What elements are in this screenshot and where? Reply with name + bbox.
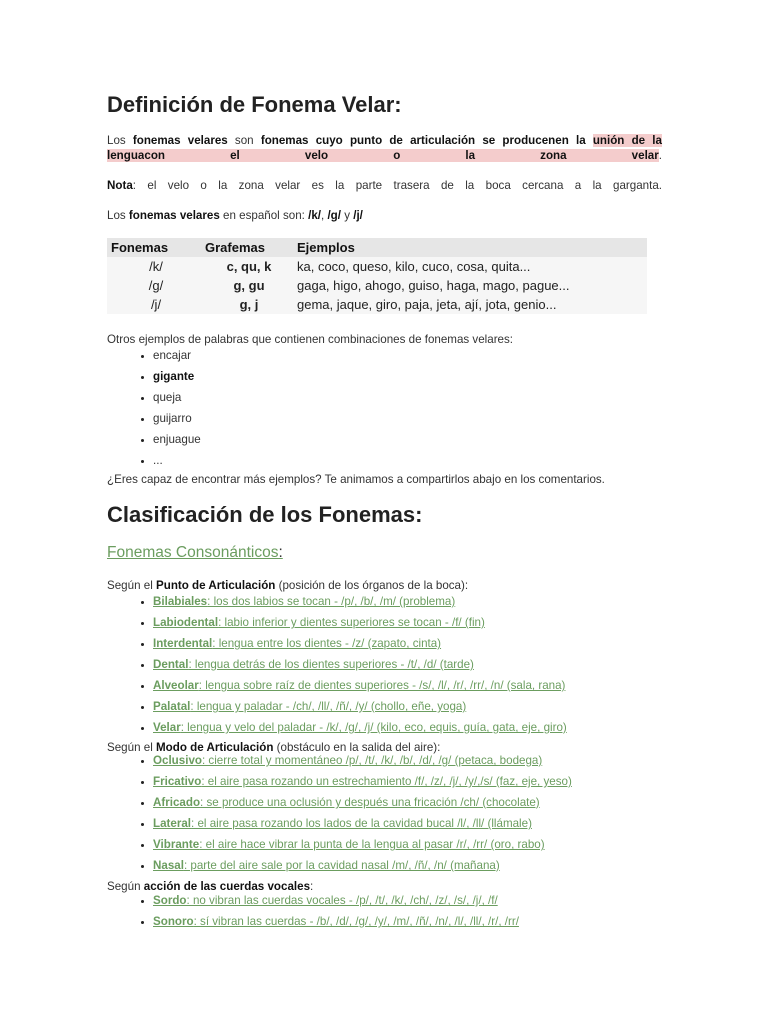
fonemas-table xyxy=(107,238,647,314)
table-header: Grafemas xyxy=(201,238,293,257)
list-item[interactable]: • Alveolar: lengua sobre raíz de dientes superiores - /s/, /l/, /r/, /rr/, /n/ (sala, rana) xyxy=(153,675,567,696)
list-item[interactable]: • Nasal: parte del aire sale por la cavidad nasal /m/, /ñ/, /n/ (mañana) xyxy=(153,855,572,876)
punto-intro: Según el Punto de Articulación (posición de los órganos de la boca): xyxy=(107,579,469,592)
table-header: Ejemplos xyxy=(293,238,647,257)
section-title-clasificacion: Clasificación de los Fonemas: xyxy=(107,502,423,527)
otros-paragraph: Otros ejemplos de palabras que contienen combinaciones de fonemas velares: xyxy=(107,333,514,346)
list-item[interactable]: • Labiodental: labio inferior y dientes superiores se tocan - /f/ (fin) xyxy=(153,612,567,633)
table-row: /j/ g, j gema, jaque, giro, paja, jeta, ají, jota, genio... xyxy=(107,295,647,314)
intro-paragraph: Los fonemas velares son fonemas cuyo punto de articulación se producenen la unión de la lenguacon el velo o la zona velar. xyxy=(107,134,662,162)
list-item: • queja xyxy=(153,387,201,408)
list-item: • gigante xyxy=(153,366,201,387)
cuerdas-intro: Según acción de las cuerdas vocales: xyxy=(107,880,314,893)
list-item[interactable]: • Sonoro: sí vibran las cuerdas - /b/, /d/, /g/, /y/, /m/, /ñ/, /n/, /l/, /ll/, /r/, /rr/ xyxy=(153,911,519,932)
espanol-paragraph: Los fonemas velares en español son: /k/, /g/ y /j/ xyxy=(107,209,363,222)
modo-list xyxy=(107,750,572,876)
table-row: /g/ g, gu gaga, higo, ahogo, guiso, haga, mago, pague... xyxy=(107,276,647,295)
list-item[interactable]: • Oclusivo: cierre total y momentáneo /p/, /t/, /k/, /b/, /d/, /g/ (petaca, bodega) xyxy=(153,750,572,771)
list-item: • enjuague xyxy=(153,429,201,450)
list-item[interactable]: • Fricativo: el aire pasa rozando un estrechamiento /f/, /z/, /j/, /y/,/s/ (faz, eje, yeso) xyxy=(153,771,572,792)
modo-intro: Según el Modo de Articulación (obstáculo en la salida del aire): xyxy=(107,741,441,754)
nota-paragraph: Nota: el velo o la zona velar es la parte trasera de la boca cercana a la garganta. xyxy=(107,179,662,192)
list-item: • encajar xyxy=(153,345,201,366)
list-item: • ... xyxy=(153,450,201,471)
list-item[interactable]: • Dental: lengua detrás de los dientes superiores - /t/, /d/ (tarde) xyxy=(153,654,567,675)
list-item[interactable]: • Sordo: no vibran las cuerdas vocales - /p/, /t/, /k/, /ch/, /z/, /s/, /j/, /f/ xyxy=(153,890,519,911)
punto-list xyxy=(107,591,567,738)
table-header-row xyxy=(107,238,647,257)
subsection-title-consonanticos[interactable]: Fonemas Consonánticos: xyxy=(107,544,283,561)
list-item[interactable]: • Bilabiales: los dos labios se tocan - /p/, /b/, /m/ (problema) xyxy=(153,591,567,612)
list-item[interactable]: • Africado: se produce una oclusión y después una fricación /ch/ (chocolate) xyxy=(153,792,572,813)
list-item[interactable]: • Lateral: el aire pasa rozando los lados de la cavidad bucal /l/, /ll/ (llámale) xyxy=(153,813,572,834)
section-title-velar: Definición de Fonema Velar: xyxy=(107,92,402,117)
list-item[interactable]: • Vibrante: el aire hace vibrar la punta de la lengua al pasar /r/, /rr/ (oro, rabo) xyxy=(153,834,572,855)
list-item[interactable]: • Velar: lengua y velo del paladar - /k/, /g/, /j/ (kilo, eco, equis, guía, gata, eje, giro) xyxy=(153,717,567,738)
table-header: Fonemas xyxy=(107,238,201,257)
table-row: /k/ c, qu, k ka, coco, queso, kilo, cuco, cosa, quita... xyxy=(107,257,647,276)
cuerdas-list xyxy=(107,890,519,932)
list-item: • guijarro xyxy=(153,408,201,429)
eres-paragraph: ¿Eres capaz de encontrar más ejemplos? Te animamos a compartirlos abajo en los comentarios. xyxy=(107,473,605,486)
list-item[interactable]: • Interdental: lengua entre los dientes - /z/ (zapato, cinta) xyxy=(153,633,567,654)
list-item[interactable]: • Palatal: lengua y paladar - /ch/, /ll/, /ñ/, /y/ (chollo, eñe, yoga) xyxy=(153,696,567,717)
otros-list xyxy=(107,345,201,471)
